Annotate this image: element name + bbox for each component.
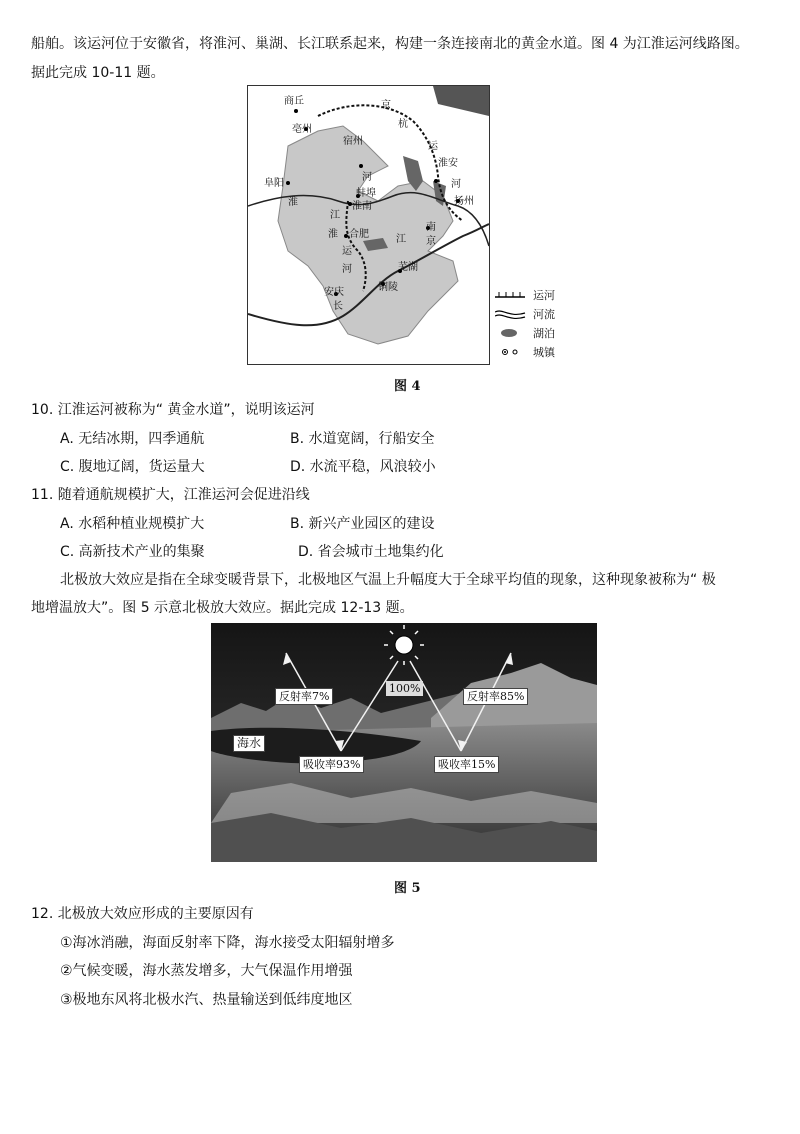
figure4-caption: 图 4 bbox=[394, 379, 421, 394]
label-bozhou: 亳州 bbox=[292, 124, 312, 135]
legend-lake-label: 湖泊 bbox=[533, 327, 555, 340]
left-reflect-label: 反射率7% bbox=[275, 688, 333, 705]
passage2-line-1: 北极放大效应是指在全球变暖背景下，北极地区气温上升幅度大于全球平均值的现象，这种现象被称为“ 极 bbox=[60, 572, 716, 588]
map-drawing bbox=[248, 86, 489, 364]
left-absorb-label: 吸收率93% bbox=[299, 756, 364, 773]
label-chang: 长 bbox=[333, 301, 343, 312]
town-marker bbox=[286, 181, 290, 185]
q11-option-c[interactable]: C. 高新技术产业的集聚 bbox=[60, 544, 205, 560]
map-dark-area bbox=[433, 86, 489, 116]
legend-river bbox=[495, 306, 595, 322]
label-bengbu: 蚌埠 bbox=[356, 188, 376, 199]
right-reflect-label: 反射率85% bbox=[463, 688, 528, 705]
sun-input-label: 100% bbox=[386, 681, 423, 696]
label-anqing: 安庆 bbox=[324, 287, 344, 298]
arctic-amplification-image bbox=[211, 623, 597, 862]
label-hefei: 合肥 bbox=[349, 229, 369, 240]
label-yun: 运 bbox=[428, 141, 438, 152]
legend-canal bbox=[495, 287, 595, 303]
label-jing: 京 bbox=[381, 100, 391, 111]
legend-town bbox=[495, 344, 595, 360]
arctic-scene bbox=[211, 623, 597, 862]
label-yun-2: 运 bbox=[342, 246, 352, 257]
town-marker bbox=[359, 164, 363, 168]
label-wuhu: 芜湖 bbox=[398, 262, 418, 273]
label-suzhou: 宿州 bbox=[343, 136, 363, 147]
label-hang: 杭 bbox=[398, 119, 408, 130]
figure5-caption: 图 5 bbox=[394, 881, 421, 896]
intro-line-1: 船舶。该运河位于安徽省，将淮河、巢湖、长江联系起来，构建一条连接南北的黄金水道。图 4 为江淮运河线路图。 bbox=[31, 36, 749, 52]
legend-lake bbox=[495, 325, 595, 341]
label-huaian: 淮安 bbox=[438, 158, 458, 169]
label-huai-2: 淮 bbox=[328, 229, 338, 240]
q10-option-d[interactable]: D. 水流平稳，风浪较小 bbox=[290, 459, 436, 475]
label-jiang-2: 江 bbox=[396, 234, 406, 245]
label-he-3: 河 bbox=[342, 264, 352, 275]
town-marker bbox=[294, 109, 298, 113]
q12-item-1: ①海冰消融，海面反射率下降，海水接受太阳辐射增多 bbox=[60, 935, 395, 951]
legend-river-label: 河流 bbox=[533, 308, 555, 321]
intro-line-2: 据此完成 10-11 题。 bbox=[31, 65, 165, 81]
town-marker bbox=[344, 234, 348, 238]
q11-option-d[interactable]: D. 省会城市土地集约化 bbox=[298, 544, 444, 560]
label-nanjing-2: 京 bbox=[426, 236, 436, 247]
q10-stem: 10. 江淮运河被称为“ 黄金水道”，说明该运河 bbox=[31, 402, 315, 418]
label-he-2: 河 bbox=[451, 179, 461, 190]
town-marker bbox=[434, 179, 438, 183]
q12-item-3: ③极地东风将北极水汽、热量输送到低纬度地区 bbox=[60, 992, 353, 1008]
legend-canal-label: 运河 bbox=[533, 289, 555, 302]
label-nanjing-1: 南 bbox=[426, 222, 436, 233]
q12-stem: 12. 北极放大效应形成的主要原因有 bbox=[31, 906, 254, 922]
q12-item-2: ②气候变暖，海水蒸发增多，大气保温作用增强 bbox=[60, 963, 353, 979]
right-absorb-label: 吸收率15% bbox=[434, 756, 499, 773]
canal-map bbox=[247, 85, 490, 365]
passage2-line-2: 地增温放大”。图 5 示意北极放大效应。据此完成 12-13 题。 bbox=[31, 600, 414, 616]
label-fuyang: 阜阳 bbox=[264, 178, 284, 189]
q11-option-a[interactable]: A. 水稻种植业规模扩大 bbox=[60, 516, 205, 532]
q11-stem: 11. 随着通航规模扩大，江淮运河会促进沿线 bbox=[31, 487, 310, 503]
legend-town-label: 城镇 bbox=[533, 346, 555, 359]
label-jiang-1: 江 bbox=[330, 210, 340, 221]
label-yangzhou: 扬州 bbox=[454, 196, 474, 207]
q11-option-b[interactable]: B. 新兴产业园区的建设 bbox=[290, 516, 435, 532]
label-he-1: 河 bbox=[362, 172, 372, 183]
label-shangqiu: 商丘 bbox=[284, 96, 304, 107]
label-tongling: 铜陵 bbox=[378, 282, 398, 293]
q10-option-b[interactable]: B. 水道宽阔，行船安全 bbox=[290, 431, 435, 447]
sea-label: 海水 bbox=[233, 735, 265, 752]
map-legend bbox=[495, 285, 595, 365]
label-huainan: 淮南 bbox=[352, 201, 372, 212]
q10-option-c[interactable]: C. 腹地辽阔，货运量大 bbox=[60, 459, 205, 475]
label-huai: 淮 bbox=[288, 197, 298, 208]
q10-option-a[interactable]: A. 无结冰期，四季通航 bbox=[60, 431, 205, 447]
